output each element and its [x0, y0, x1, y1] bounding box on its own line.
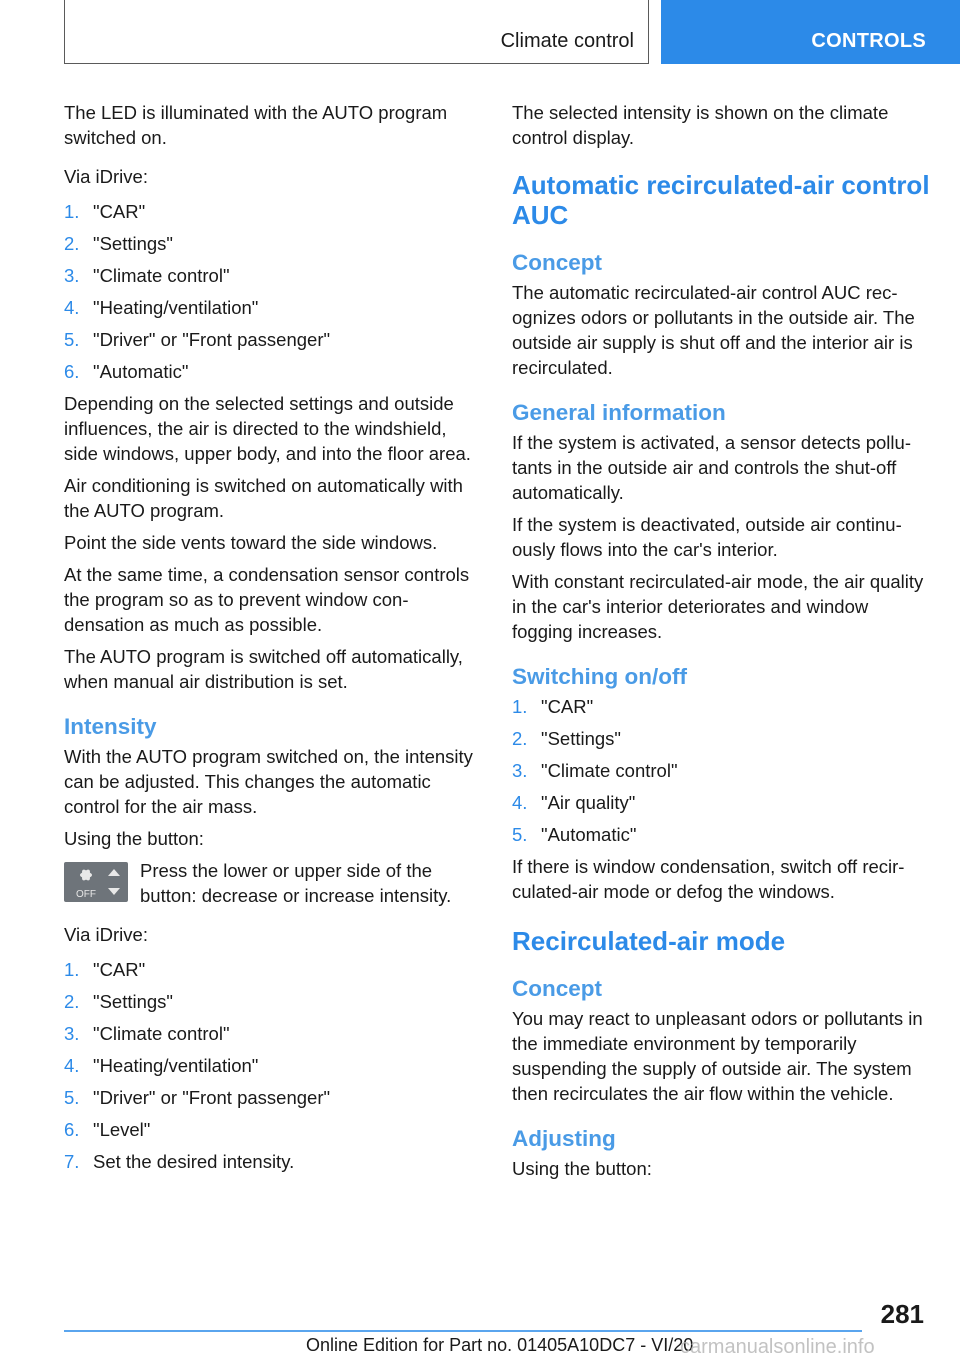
chapter-title: CONTROLS [811, 30, 926, 52]
watermark: carmanualsonline.info [680, 1336, 875, 1358]
fan-icon [64, 862, 128, 902]
paragraph: Air conditioning is switched on automatically with the AUTO program. [64, 475, 463, 521]
list-item: 4. "Air quality" [512, 792, 636, 813]
paragraph: If the system is deactivated, outside air continuously flows into the car's interior. [512, 514, 902, 560]
list-item: 6. "Level" [64, 1119, 151, 1140]
button-description [64, 858, 482, 908]
heading-auc: Automatic recirculated-air control AUC [512, 170, 930, 230]
fan-intensity-button-icon [64, 862, 128, 902]
heading-concept: Concept [512, 250, 602, 275]
list-item: 4. "Heating/ventilation" [64, 297, 259, 318]
paragraph: Depending on the selected settings and outside influences, the air is directed to the windshield, side windows, upper body, and into the floor area. [64, 393, 471, 464]
paragraph: With the AUTO program switched on, the intensity can be adjusted. This changes the automatic control for the air mass. [64, 746, 473, 817]
steps-list [512, 694, 932, 847]
list-item: 1. "CAR" [512, 696, 594, 717]
svg-text:OFF: OFF [76, 889, 96, 900]
list-item: 5. "Automatic" [512, 824, 637, 845]
list-item: 3. "Climate control" [64, 265, 230, 286]
header-section-box [64, 0, 649, 64]
list-item: 1. "CAR" [64, 201, 146, 222]
heading-intensity: Intensity [64, 714, 157, 739]
paragraph: Point the side vents toward the side windows. [64, 532, 438, 553]
paragraph: The selected intensity is shown on the climate control display. [512, 102, 889, 148]
heading-concept: Concept [512, 976, 602, 1001]
section-title: Climate control [500, 30, 634, 52]
left-column [64, 100, 482, 1181]
paragraph: At the same time, a condensation sensor controls the program so as to prevent window condensation as much as possible. [64, 564, 470, 635]
list-item: 1. "CAR" [64, 959, 146, 980]
page-number: 281 [880, 1299, 924, 1329]
button-caption: Press the lower or upper side of the button: decrease or increase intensity. [140, 860, 452, 906]
steps-list [64, 957, 482, 1174]
paragraph: If there is window condensation, switch off recirculated-air mode or defog the windows. [512, 856, 905, 902]
list-item: 4. "Heating/ventilation" [64, 1055, 259, 1076]
list-item: 6. "Automatic" [64, 361, 189, 382]
paragraph: If the system is activated, a sensor detects pollutants in the outside air and controls the shut-off automatically. [512, 432, 911, 503]
list-item: 5. "Driver" or "Front passenger" [64, 1087, 331, 1108]
paragraph: Using the button: [512, 1158, 652, 1179]
paragraph: The AUTO program is switched off automatically, when manual air distribution is set. [64, 646, 463, 692]
steps-list [64, 199, 482, 384]
paragraph: The automatic recirculated-air control AUC recognizes odors or pollutants in the outside air. The outside air supply is shut off and the interior air is recirculated. [512, 282, 915, 378]
footer-divider [64, 1330, 862, 1332]
heading-adjusting: Adjusting [512, 1126, 616, 1151]
paragraph: Via iDrive: [64, 166, 148, 187]
header-chapter-box [661, 0, 960, 64]
heading-switching: Switching on/off [512, 664, 687, 689]
list-item: 7. Set the desired intensity. [64, 1151, 295, 1172]
heading-recirculated-air: Recirculated-air mode [512, 926, 786, 956]
list-item: 3. "Climate control" [512, 760, 678, 781]
paragraph: Using the button: [64, 828, 204, 849]
paragraph: Via iDrive: [64, 924, 148, 945]
paragraph: The LED is illuminated with the AUTO program switched on. [64, 102, 448, 148]
list-item: 2. "Settings" [64, 233, 173, 254]
list-item: 2. "Settings" [512, 728, 621, 749]
heading-general-information: General information [512, 400, 726, 425]
right-column [512, 100, 932, 1188]
paragraph: You may react to unpleasant odors or pollutants in the immediate environment by temporarily suspending the supply of outside air. The system then recirculates the air flow within the vehicle. [512, 1008, 923, 1104]
list-item: 3. "Climate control" [64, 1023, 230, 1044]
edition-note: Online Edition for Part no. 01405A10DC7 - VI/20 [306, 1335, 694, 1355]
paragraph: With constant recirculated-air mode, the air quality in the car's interior deteriorates and window fogging increases. [512, 571, 924, 642]
list-item: 5. "Driver" or "Front passenger" [64, 329, 331, 350]
list-item: 2. "Settings" [64, 991, 173, 1012]
